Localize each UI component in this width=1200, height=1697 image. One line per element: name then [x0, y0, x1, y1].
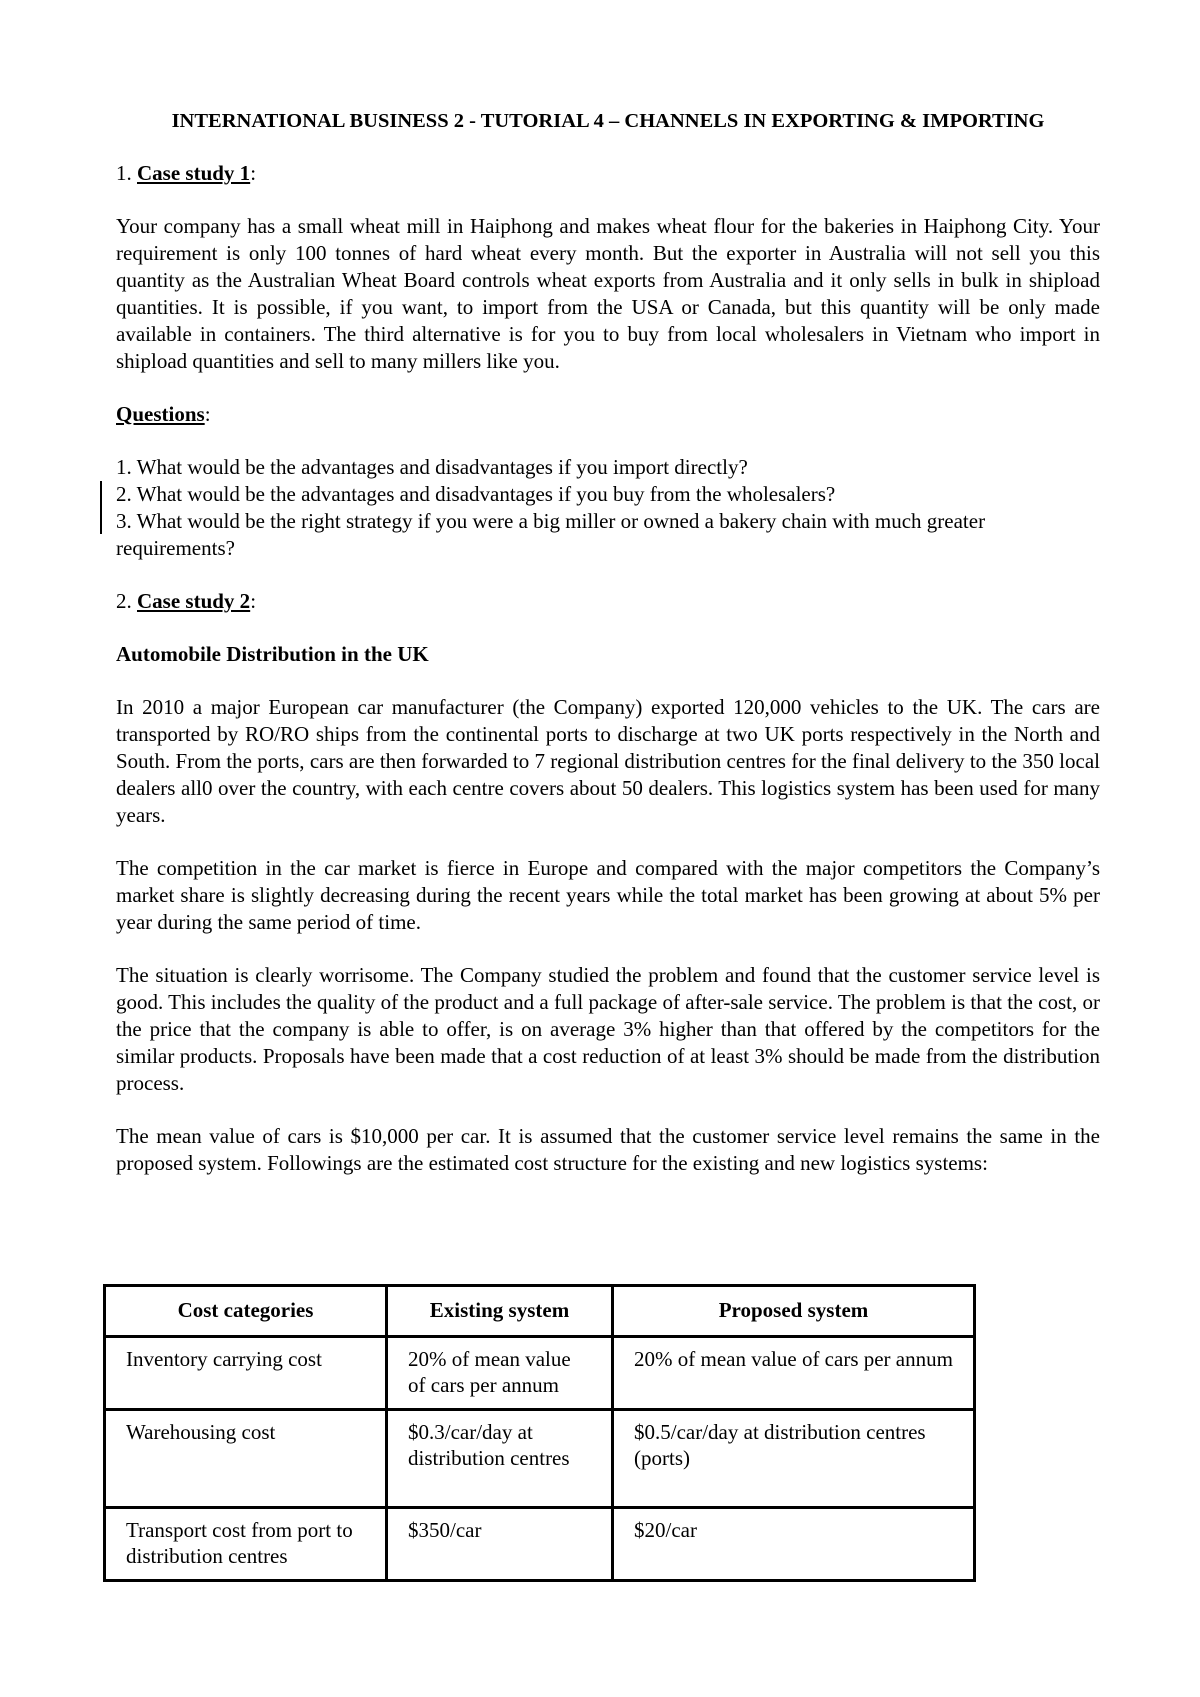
table-row [105, 1508, 975, 1581]
cost-structure-table [103, 1284, 976, 1582]
case-study-1-heading [116, 160, 1100, 187]
case-study-2-label: Case study 2 [137, 589, 251, 613]
questions-colon: : [204, 402, 211, 426]
table-cell: Warehousing cost [105, 1410, 387, 1508]
table-cell: $350/car [387, 1508, 613, 1581]
document-page [116, 108, 1100, 1568]
case-study-1-number: 1. [116, 161, 137, 185]
table-cell: $20/car [613, 1508, 975, 1581]
case-study-2-paragraph: In 2010 a major European car manufacturer (the Company) exported 120,000 vehicles to the UK. The cars are transported by RO/RO ships from the continental ports to discharge at two UK ports respectively in the North and South. From the ports, cars are then forwarded to 7 regional distribution centres for the final delivery to the 350 local dealers all0 over the country, with each centre covers about 50 dealers. This logistics system has been used for many years. [116, 695, 1100, 827]
table-row [105, 1337, 975, 1410]
table-header-cell: Proposed system [613, 1286, 975, 1337]
case-study-2-number: 2. [116, 589, 137, 613]
questions-list [116, 454, 1100, 562]
table-header-row [105, 1286, 975, 1337]
question-item: 1. What would be the advantages and disadvantages if you import directly? [116, 455, 748, 479]
table-cell: 20% of mean value of cars per annum [387, 1337, 613, 1410]
table-row [105, 1410, 975, 1508]
questions-heading [116, 401, 1100, 428]
table-cell: Inventory carrying cost [105, 1337, 387, 1410]
table-cell: $0.3/car/day at distribution centres [387, 1410, 613, 1508]
questions-label: Questions [116, 402, 205, 426]
question-item: 3. What would be the right strategy if you were a big miller or owned a bakery chain with much greater requirements? [116, 509, 986, 560]
revision-bar [100, 481, 102, 534]
case-study-1-text: Your company has a small wheat mill in Haiphong and makes wheat flour for the bakeries in Haiphong City. Your requirement is only 100 tonnes of hard wheat every month. But the exporter in Australia will not sell you this quantity as the Australian Wheat Board controls wheat exports from Australia and it only sells in bulk in shipload quantities. It is possible, if you want, to import from the USA or Canada, but this quantity will be only made available in containers. The third alternative is for you to buy from local wholesalers in Vietnam who import in shipload quantities and sell to many millers like you. [116, 214, 1100, 373]
case-study-1-label: Case study 1 [137, 161, 251, 185]
case-study-2-subheading: Automobile Distribution in the UK [116, 642, 429, 666]
case-study-2-paragraph: The mean value of cars is $10,000 per car. It is assumed that the customer service level remains the same in the proposed system. Followings are the estimated cost structure for the existing and new logistics systems: [116, 1124, 1100, 1175]
table-cell: 20% of mean value of cars per annum [613, 1337, 975, 1410]
case-study-2-colon: : [250, 589, 257, 613]
table-header-cell: Existing system [387, 1286, 613, 1337]
table-header-cell: Cost categories [105, 1286, 387, 1337]
case-study-2-paragraph: The situation is clearly worrisome. The Company studied the problem and found that the customer service level is good. This includes the quality of the product and a full package of after-sale service. The problem is that the cost, or the price that the company is able to offer, is on average 3% higher than that offered by the competitors for the similar products. Proposals have been made that a cost reduction of at least 3% should be made from the distribution process. [116, 963, 1100, 1095]
question-item: 2. What would be the advantages and disadvantages if you buy from the wholesalers? [116, 482, 836, 506]
document-title: INTERNATIONAL BUSINESS 2 - TUTORIAL 4 – CHANNELS IN EXPORTING & IMPORTING [171, 110, 1045, 132]
table-cell: Transport cost from port to distribution centres [105, 1508, 387, 1581]
case-study-2-paragraph: The competition in the car market is fierce in Europe and compared with the major competitors the Company’s market share is slightly decreasing during the recent years while the total market has been growing at about 5% per year during the same period of time. [116, 856, 1100, 934]
case-study-2-heading [116, 588, 1100, 615]
table-cell: $0.5/car/day at distribution centres (ports) [613, 1410, 975, 1508]
case-study-1-colon: : [250, 161, 257, 185]
